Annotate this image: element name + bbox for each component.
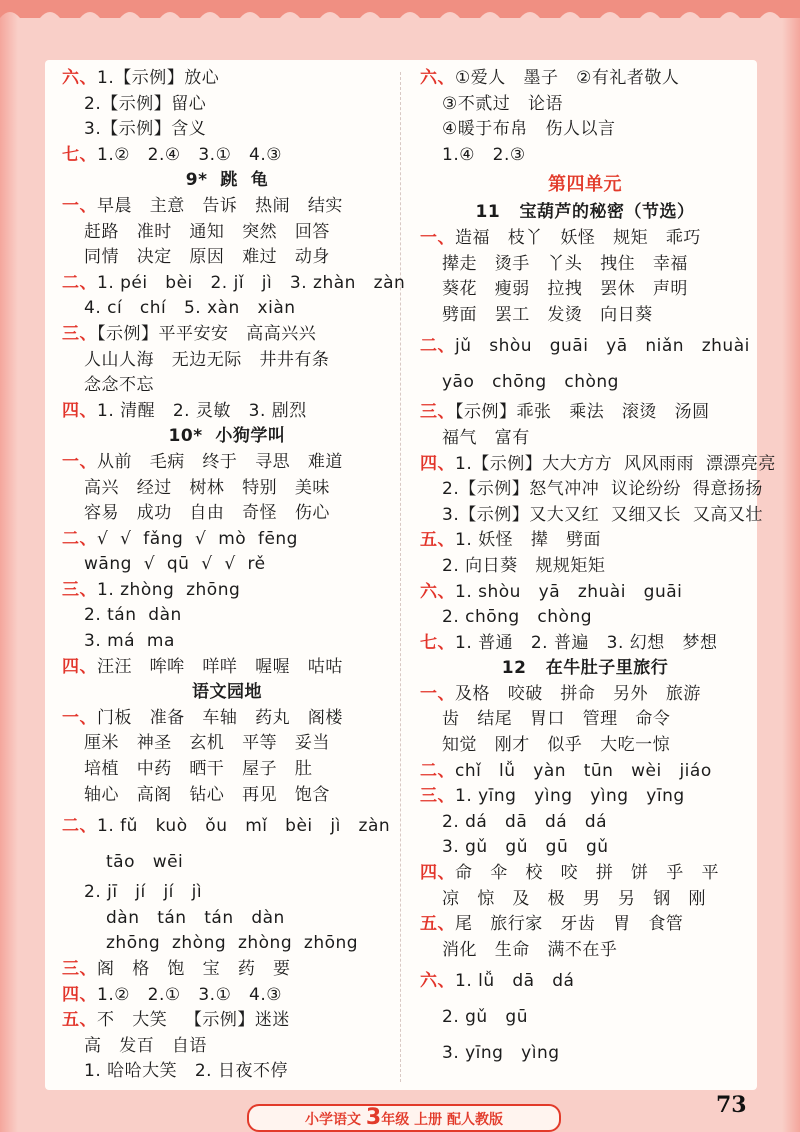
top-wave-border — [0, 0, 800, 18]
answer-text: jǔ shòu guāi yā niǎn zhuài — [455, 336, 750, 357]
answer-line — [420, 682, 750, 708]
answer-line — [62, 957, 392, 983]
answer-line — [420, 784, 750, 810]
answer-text: 3. má ma — [84, 631, 175, 652]
footer-grade-word: 年级 — [381, 1112, 410, 1128]
answer-text: 2. gǔ gū — [442, 1007, 528, 1028]
answer-text: 消化 生命 满不在乎 — [442, 939, 618, 960]
answer-line — [420, 861, 750, 887]
answer-text: 齿 结尾 胃口 管理 命令 — [442, 709, 671, 730]
answer-line — [420, 66, 750, 92]
answer-line — [62, 906, 392, 932]
answer-line — [420, 226, 750, 252]
question-number: 六、 — [420, 971, 455, 992]
answer-line — [62, 1008, 392, 1034]
question-number: 六、 — [420, 581, 455, 602]
answer-text: 【示例】乖张 乘法 滚烫 汤圆 — [455, 402, 710, 423]
answer-line — [62, 66, 392, 92]
answer-text: 2. chōng chòng — [442, 607, 593, 628]
column-divider — [400, 72, 401, 1082]
answer-line — [62, 450, 392, 476]
answer-line — [62, 373, 392, 399]
answer-line — [62, 757, 392, 783]
answer-text: 念念不忘 — [84, 375, 154, 396]
answer-line — [420, 400, 750, 426]
question-number: 五、 — [62, 1010, 97, 1031]
answer-line — [420, 1035, 750, 1071]
answer-line — [420, 938, 750, 964]
answer-text: 同情 决定 原因 难过 动身 — [84, 247, 330, 268]
book-footer-label — [247, 1104, 561, 1132]
question-number: 四、 — [420, 453, 455, 474]
question-number: 七、 — [62, 144, 97, 165]
answer-line — [62, 399, 392, 425]
answer-text: 1. zhòng zhōng — [97, 579, 241, 600]
answer-text: 3.【示例】含义 — [84, 119, 207, 140]
answer-line — [62, 578, 392, 604]
answer-line — [62, 983, 392, 1009]
answer-line — [62, 706, 392, 732]
answer-line — [62, 143, 392, 169]
answer-text: 尾 旅行家 牙齿 胃 食管 — [455, 914, 684, 935]
answer-text: 4. cí chí 5. xàn xiàn — [84, 298, 296, 319]
question-number: 一、 — [62, 195, 97, 216]
answer-line — [62, 476, 392, 502]
lesson-title: 10* 小狗学叫 — [168, 426, 286, 447]
answer-text: 1. 清醒 2. 灵敏 3. 剧烈 — [97, 400, 307, 421]
answer-text: 1.【示例】大大方方 风风雨雨 漂漂亮亮 — [455, 453, 776, 474]
answer-line — [420, 503, 763, 529]
right-column — [420, 66, 776, 1071]
question-number: 一、 — [62, 707, 97, 728]
answer-text: wāng √ qū √ √ rě — [84, 554, 266, 575]
answer-text: 从前 毛病 终于 寻思 难道 — [97, 451, 343, 472]
answer-line — [420, 328, 750, 364]
answer-line — [62, 92, 392, 118]
question-number: 二、 — [62, 816, 97, 837]
answer-line — [62, 783, 392, 809]
answer-text: 2. tán dàn — [84, 605, 182, 626]
question-number: 三、 — [420, 402, 455, 423]
answer-text: 不 大笑 【示例】迷迷 — [97, 1010, 290, 1031]
answer-line — [62, 552, 392, 578]
question-number: 三、 — [62, 959, 97, 979]
answer-text: 【示例】平平安安 高高兴兴 — [97, 323, 317, 344]
answer-text: ③不贰过 论语 — [442, 93, 563, 114]
answer-text: 3. yīng yìng — [442, 1043, 560, 1064]
question-number: 二、 — [420, 336, 455, 357]
answer-line — [62, 808, 392, 844]
answer-text: 知觉 刚才 似乎 大吃一惊 — [442, 735, 671, 756]
answer-text: chǐ lǚ yàn tūn wèi jiáo — [455, 760, 712, 781]
answer-line — [420, 810, 750, 836]
question-number: 四、 — [420, 863, 455, 884]
question-number: 一、 — [420, 683, 455, 704]
answer-text: 1.② 2.④ 3.① 4.③ — [97, 144, 282, 165]
answer-line — [62, 880, 392, 906]
answer-text: tāo wēi — [106, 852, 184, 873]
footer-volume: 上册 — [414, 1112, 443, 1128]
question-number: 二、 — [420, 760, 455, 781]
answer-text: 1. shòu yā zhuài guāi — [455, 581, 683, 602]
answer-line — [62, 194, 392, 220]
answer-text: 高 发百 自语 — [84, 1035, 207, 1056]
question-number: 三、 — [62, 579, 97, 600]
answer-text: 汪汪 哞哞 咩咩 喔喔 咕咕 — [97, 656, 343, 677]
answer-text: zhōng zhòng zhòng zhōng — [106, 933, 359, 954]
answer-text: 1. yīng yìng yìng yīng — [455, 786, 685, 807]
answer-line — [62, 527, 392, 553]
question-number: 五、 — [420, 530, 455, 551]
answer-line — [62, 322, 392, 348]
footer-grade-number: 3 — [365, 1105, 382, 1130]
answer-line — [420, 117, 750, 143]
answer-text: ④暖于布帛 伤人以言 — [442, 119, 616, 140]
answer-text: 高兴 经过 树林 特别 美味 — [84, 477, 330, 498]
answer-text: 1. péi bèi 2. jǐ jì 3. zhàn zàn — [97, 272, 406, 293]
answer-line — [62, 245, 392, 271]
answer-text: 3. gǔ gǔ gū gǔ — [442, 837, 609, 858]
answer-line — [420, 528, 750, 554]
answer-text: dàn tán tán dàn — [106, 907, 285, 928]
answer-line — [62, 271, 406, 297]
answer-line — [62, 117, 392, 143]
unit-heading: 第四单元 — [548, 174, 622, 196]
answer-text: 凉 惊 及 极 男 另 钢 刚 — [442, 888, 706, 909]
answer-line — [62, 844, 392, 880]
question-number: 二、 — [62, 528, 97, 549]
answer-text: 撵走 烫手 丫头 拽住 幸福 — [442, 253, 688, 274]
answer-line — [420, 835, 750, 861]
answer-text: 1.【示例】放心 — [97, 68, 220, 88]
answer-text: 培植 中药 晒干 屋子 肚 — [84, 759, 313, 780]
answer-line — [420, 277, 750, 303]
answer-text: yāo chōng chòng — [442, 372, 619, 393]
question-number: 六、 — [420, 68, 455, 88]
answer-text: 及格 咬破 拼命 另外 旅游 — [455, 683, 701, 704]
answer-text: 1.④ 2.③ — [442, 144, 526, 165]
answer-text: 阁 格 饱 宝 药 要 — [97, 959, 291, 979]
answer-text: √ √ fǎng √ mò fēng — [97, 528, 298, 549]
lesson-title: 9* 跳 龟 — [185, 170, 269, 191]
answer-line — [420, 631, 750, 657]
answer-line — [62, 501, 392, 527]
answer-line — [420, 999, 750, 1035]
answer-text: 劈面 罢工 发烫 向日葵 — [442, 304, 653, 325]
answer-line — [420, 452, 776, 478]
answer-line — [62, 603, 392, 629]
lesson-title: 11 宝葫芦的秘密（节选） — [475, 202, 695, 223]
answer-text: 容易 成功 自由 奇怪 伤心 — [84, 503, 330, 524]
answer-text: 福气 富有 — [442, 427, 530, 448]
answer-line — [420, 92, 750, 118]
answer-text: 1.② 2.① 3.① 4.③ — [97, 984, 282, 1005]
answer-text: 1. 妖怪 撵 劈面 — [455, 530, 602, 551]
question-number: 五、 — [420, 914, 455, 935]
footer-subject: 小学语文 — [305, 1112, 362, 1128]
question-number: 二、 — [62, 272, 97, 293]
question-number: 一、 — [420, 227, 455, 248]
answer-text: 1. 普通 2. 普遍 3. 幻想 梦想 — [455, 632, 718, 653]
question-number: 三、 — [62, 323, 97, 344]
answer-line — [62, 1034, 392, 1060]
answer-line — [62, 931, 392, 957]
left-column — [62, 66, 406, 1085]
answer-line — [420, 887, 750, 913]
question-number: 三、 — [420, 786, 455, 807]
answer-text: 2. jī jí jí jì — [84, 882, 203, 903]
question-number: 四、 — [62, 984, 97, 1005]
answer-line — [420, 707, 750, 733]
lesson-title: 语文园地 — [192, 682, 262, 703]
answer-text: 门板 准备 车轴 药丸 阁楼 — [97, 707, 343, 728]
answer-line — [62, 629, 392, 655]
answer-line — [62, 1059, 392, 1085]
answer-text: 造福 枝丫 妖怪 规矩 乖巧 — [455, 227, 701, 248]
answer-line — [420, 912, 750, 938]
answer-text: 2.【示例】怒气冲冲 议论纷纷 得意扬扬 — [442, 479, 763, 500]
answer-line — [420, 252, 750, 278]
answer-line — [420, 580, 750, 606]
answer-line — [62, 348, 392, 374]
answer-line — [420, 554, 750, 580]
answer-line — [62, 655, 392, 681]
answer-line — [62, 296, 392, 322]
answer-text: 轴心 高阁 钻心 再见 饱含 — [84, 784, 330, 805]
answer-line — [420, 426, 750, 452]
question-number: 七、 — [420, 632, 455, 653]
answer-line — [62, 731, 392, 757]
page-number: 73 — [716, 1092, 747, 1118]
question-number: 四、 — [62, 656, 97, 677]
question-number: 四、 — [62, 400, 97, 421]
answer-text: 葵花 瘦弱 拉拽 罢休 声明 — [442, 279, 688, 300]
answer-line — [62, 220, 392, 246]
answer-text: 赶路 准时 通知 突然 回答 — [84, 221, 330, 242]
answer-line — [420, 733, 750, 759]
answer-text: 2. 向日葵 规规矩矩 — [442, 555, 606, 576]
answer-line — [420, 364, 750, 400]
answer-text: ①爱人 墨子 ②有礼者敬人 — [455, 68, 680, 88]
lesson-title: 12 在牛肚子里旅行 — [501, 658, 669, 679]
answer-line — [420, 143, 750, 169]
answer-text: 1. 哈哈大笑 2. 日夜不停 — [84, 1061, 288, 1082]
answer-text: 人山人海 无边无际 井井有条 — [84, 349, 330, 370]
answer-text: 厘米 神圣 玄机 平等 妥当 — [84, 733, 330, 754]
answer-text: 1. lǚ dā dá — [455, 971, 575, 992]
answer-text: 命 伞 校 咬 拼 饼 乎 平 — [455, 863, 719, 884]
question-number: 六、 — [62, 68, 97, 88]
answer-line — [420, 963, 750, 999]
answer-text: 2.【示例】留心 — [84, 93, 207, 114]
footer-edition: 配人教版 — [446, 1112, 503, 1128]
answer-text: 2. dá dā dá dá — [442, 811, 608, 832]
answer-text: 3.【示例】又大又红 又细又长 又高又壮 — [442, 504, 763, 525]
answer-line — [420, 605, 750, 631]
answer-text: 早晨 主意 告诉 热闹 结实 — [97, 195, 343, 216]
question-number: 一、 — [62, 451, 97, 472]
answer-line — [420, 759, 750, 785]
answer-text: 1. fǔ kuò ǒu mǐ bèi jì zàn — [97, 816, 391, 837]
answer-line — [420, 477, 763, 503]
answer-line — [420, 303, 750, 329]
